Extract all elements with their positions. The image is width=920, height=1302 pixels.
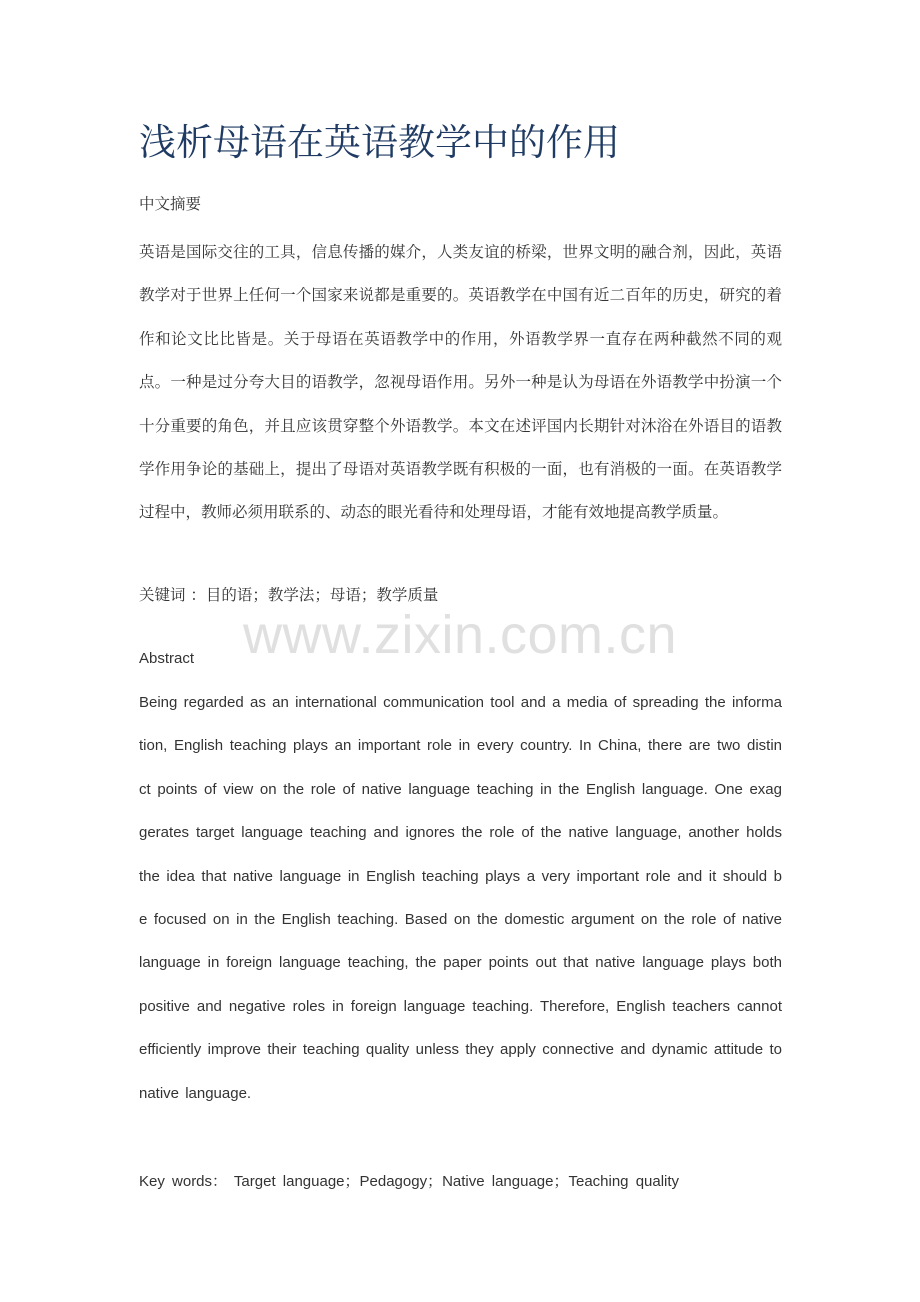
cn-keywords: 关键词 ：目的语；教学法；母语；教学质量	[139, 586, 439, 604]
en-abstract-label: Abstract	[139, 650, 195, 667]
en-keywords: Key words： Target language；Pedagogy；Native language；Teaching quality	[139, 1173, 680, 1190]
en-abstract-body: Being regarded as an international communication tool and a media of spreading the information, English teaching plays an important role in every country. In China, there are two distinct points of view on the role of native language teaching in the English language. One exaggerates target language teaching and ignores the role of the native language, another holds the idea that native language in English teaching plays a very important role and it should be focused on in the English teaching. Based on the domestic argument on the role of native language in foreign language teaching, the paper points out that native language plays both positive and negative roles in foreign language teaching. Therefore, English teachers cannot efficiently improve their teaching quality unless they apply connective and dynamic attitude to native language.	[139, 694, 782, 1102]
watermark: www.zixin.com.cn	[242, 605, 678, 665]
cn-abstract-label: 中文摘要	[139, 195, 202, 213]
cn-abstract-body: 英语是国际交往的工具，信息传播的媒介，人类友谊的桥梁，世界文明的融合剂，因此，英语教学对于世界上任何一个国家来说都是重要的。英语教学在中国有近二百年的历史，研究的着作和论文比比皆是。关于母语在英语教学中的作用，外语教学界一直存在两种截然不同的观点。一种是过分夸大目的语教学，忽视母语作用。另外一种是认为母语在外语教学中扮演一个十分重要的角色，并且应该贯穿整个外语教学。本文在述评国内长期针对沐浴在外语目的语教学作用争论的基础上，提出了母语对英语教学既有积极的一面，也有消极的一面。在英语教学过程中，教师必须用联系的、动态的眼光看待和处理母语，才能有效地提高教学质量。	[139, 243, 782, 522]
page-title: 浅析母语在英语教学中的作用	[139, 121, 620, 164]
